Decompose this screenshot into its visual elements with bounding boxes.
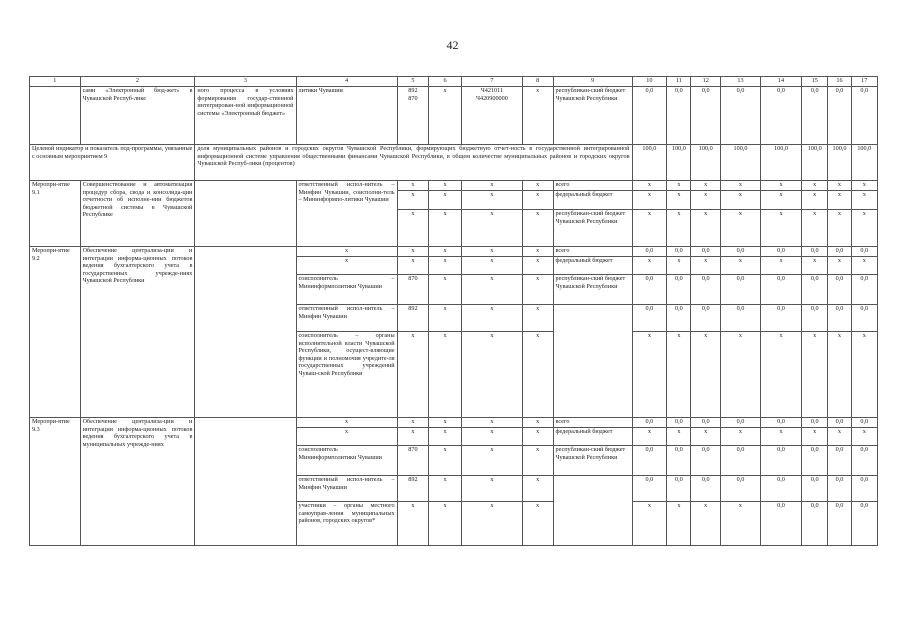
value-cell: 0,0 — [720, 418, 760, 428]
value-cell: 0,0 — [667, 305, 691, 332]
value-cell: x — [632, 428, 667, 446]
activity-id: Меропри-ятие 9.2 — [30, 247, 81, 418]
column-number: 6 — [429, 77, 462, 87]
table-row — [30, 418, 878, 428]
value-cell: x — [851, 257, 877, 275]
code-cell: x — [461, 418, 522, 428]
code-cell: x — [461, 210, 522, 247]
value-cell: 0,0 — [632, 418, 667, 428]
column-number: 2 — [80, 77, 195, 87]
value-cell: 100,0 — [828, 145, 851, 181]
code-cell: x — [461, 181, 522, 191]
code-cell: 870 — [397, 446, 429, 476]
code-cell: x — [522, 502, 553, 546]
table-row — [30, 247, 878, 257]
funding-source: республикан-ский бюджет Чувашской Республики — [553, 275, 632, 305]
funding-source: всего — [553, 247, 632, 257]
value-cell: 0,0 — [851, 247, 877, 257]
code-cell: x — [461, 247, 522, 257]
code-cell: x — [429, 275, 462, 305]
value-cell: x — [851, 181, 877, 191]
column-number: 15 — [802, 77, 828, 87]
code-cell: x — [522, 87, 553, 145]
code-cell: x — [429, 87, 462, 145]
column-number: 16 — [828, 77, 851, 87]
empty-cell — [195, 247, 296, 418]
value-cell: 0,0 — [632, 87, 667, 145]
value-cell: x — [691, 210, 720, 247]
value-cell: 0,0 — [720, 305, 760, 332]
value-cell: x — [802, 181, 828, 191]
value-cell: 0,0 — [632, 446, 667, 476]
value-cell: x — [691, 428, 720, 446]
value-cell: 0,0 — [851, 502, 877, 546]
value-cell: x — [667, 191, 691, 210]
code-cell: x — [522, 476, 553, 502]
value-cell: 0,0 — [851, 418, 877, 428]
value-cell: 0,0 — [760, 446, 801, 476]
value-cell: x — [760, 181, 801, 191]
value-cell: x — [720, 502, 760, 546]
empty-cell — [30, 87, 81, 145]
value-cell: 0,0 — [720, 247, 760, 257]
code-cell: x — [522, 446, 553, 476]
indicator-text: доля муниципальных районов и городских округов Чувашской Республики, формирующих бюджетную отчет-ность в государственной интегрированной информационной системе управления общественными финансами Чувашской Республики, в общем количестве муниципальных районов и городских округов Чувашской Респуб-лики (процентов) — [195, 145, 632, 181]
column-number: 7 — [461, 77, 522, 87]
value-cell: x — [760, 210, 801, 247]
value-cell: 0,0 — [828, 247, 851, 257]
value-cell: 0,0 — [802, 502, 828, 546]
code-cell: x — [429, 257, 462, 275]
funding-source: федеральный бюджет — [553, 191, 632, 210]
value-cell: 0,0 — [691, 305, 720, 332]
value-cell: 0,0 — [828, 275, 851, 305]
value-cell: 0,0 — [802, 87, 828, 145]
value-cell: 0,0 — [828, 305, 851, 332]
code-cell: 870 — [397, 275, 429, 305]
executor: x — [296, 418, 397, 428]
code-cell: x — [461, 446, 522, 476]
code-cell: x — [429, 502, 462, 546]
executor: соисполнитель Мининформполитики Чувашии — [296, 446, 397, 476]
code-cell: x — [522, 247, 553, 257]
code-cell: 892 870 — [397, 87, 429, 145]
task-name: ного процесса в условиях формирования государ-ственной интегрирован-ной информационной системы «Электронный бюджет» — [195, 87, 296, 145]
value-cell: 0,0 — [667, 418, 691, 428]
code-cell: x — [522, 428, 553, 446]
executor: соисполнитель – органы исполнительной власти Чувашской Республики, осущест-вляющие функции и полномочия учредите-ля государственных учреждений Чуваш-ской Республики — [296, 332, 397, 418]
value-cell: 0,0 — [828, 418, 851, 428]
value-cell: x — [828, 210, 851, 247]
value-cell: x — [828, 181, 851, 191]
activity-name: Обеспечение централиза-ции и интеграции информа-ционных потоков ведения бухгалтерского учета в государственных учрежде-ниях Чувашской Республики — [80, 247, 195, 418]
column-number: 4 — [296, 77, 397, 87]
executor: ответственный испол-нитель – Минфин Чувашии, соисполни-тель – Мининформпо-литики Чувашии — [296, 181, 397, 247]
value-cell: x — [760, 191, 801, 210]
value-cell: x — [851, 428, 877, 446]
activity-name: Обеспечение централиза-ции и интеграции информа-ционных потоков ведения бухгалтерского учета в муниципальных учрежде-ниях — [80, 418, 195, 546]
empty-cell — [195, 418, 296, 546]
funding-source — [553, 476, 632, 546]
code-cell: x — [397, 210, 429, 247]
value-cell: 0,0 — [691, 418, 720, 428]
code-cell: x — [522, 332, 553, 418]
executor: литики Чувашии — [296, 87, 397, 145]
code-cell: x — [429, 210, 462, 247]
column-number: 12 — [691, 77, 720, 87]
value-cell: 0,0 — [851, 87, 877, 145]
executor: соисполнитель – Мининформполитики Чувашии — [296, 275, 397, 305]
value-cell: x — [760, 332, 801, 418]
executor: x — [296, 247, 397, 257]
value-cell: 0,0 — [828, 446, 851, 476]
executor: ответственный испол-нитель – Минфин Чувашии — [296, 305, 397, 332]
value-cell: x — [667, 257, 691, 275]
value-cell: 0,0 — [802, 247, 828, 257]
value-cell: 100,0 — [851, 145, 877, 181]
code-cell: x — [429, 332, 462, 418]
value-cell: x — [632, 257, 667, 275]
code-cell: x — [461, 476, 522, 502]
code-cell: x — [461, 191, 522, 210]
code-cell: x — [397, 191, 429, 210]
value-cell: x — [720, 210, 760, 247]
code-cell: x — [429, 418, 462, 428]
value-cell: 0,0 — [667, 247, 691, 257]
value-cell: 0,0 — [851, 446, 877, 476]
value-cell: x — [720, 181, 760, 191]
value-cell: x — [632, 191, 667, 210]
code-cell: x — [429, 191, 462, 210]
value-cell: x — [667, 428, 691, 446]
funding-source — [553, 305, 632, 418]
code-cell: x — [522, 210, 553, 247]
column-number: 11 — [667, 77, 691, 87]
value-cell: 0,0 — [760, 247, 801, 257]
value-cell: x — [802, 191, 828, 210]
indicator-label: Целевой индикатор и показатель под-программы, увязанные с основным мероприятием 9 — [30, 145, 195, 181]
table-row — [30, 87, 878, 145]
column-number: 5 — [397, 77, 429, 87]
code-cell: x — [397, 502, 429, 546]
value-cell: 100,0 — [632, 145, 667, 181]
value-cell: x — [632, 210, 667, 247]
column-number: 8 — [522, 77, 553, 87]
page-number: 42 — [446, 38, 459, 52]
value-cell: x — [828, 191, 851, 210]
value-cell: 0,0 — [632, 476, 667, 502]
code-cell: x — [522, 257, 553, 275]
value-cell: x — [828, 257, 851, 275]
value-cell: 0,0 — [760, 305, 801, 332]
value-cell: 0,0 — [760, 275, 801, 305]
value-cell: 0,0 — [851, 305, 877, 332]
value-cell: x — [632, 332, 667, 418]
value-cell: 0,0 — [828, 502, 851, 546]
funding-source: федеральный бюджет — [553, 257, 632, 275]
code-cell: x — [429, 446, 462, 476]
code-cell: x — [461, 257, 522, 275]
value-cell: x — [802, 210, 828, 247]
code-cell: x — [429, 305, 462, 332]
value-cell: 0,0 — [667, 87, 691, 145]
code-cell: x — [461, 275, 522, 305]
activity-id: Меропри-ятие 9.1 — [30, 181, 81, 247]
value-cell: 0,0 — [632, 247, 667, 257]
value-cell: 0,0 — [720, 87, 760, 145]
value-cell: 0,0 — [632, 305, 667, 332]
value-cell: x — [667, 502, 691, 546]
value-cell: x — [828, 332, 851, 418]
value-cell: x — [691, 191, 720, 210]
value-cell: 0,0 — [828, 476, 851, 502]
value-cell: x — [802, 428, 828, 446]
code-cell: 892 — [397, 476, 429, 502]
executor: x — [296, 428, 397, 446]
activity-name: Совершенствование и автоматизация процедур сбора, свода и консолида-ции отчетности об исполне-нии бюджетов бюджетной системы в Чувашской Республике — [80, 181, 195, 247]
value-cell: 0,0 — [720, 476, 760, 502]
column-number: 9 — [553, 77, 632, 87]
table-row — [30, 77, 878, 87]
value-cell: x — [851, 210, 877, 247]
value-cell: 0,0 — [802, 305, 828, 332]
code-cell: x — [522, 275, 553, 305]
value-cell: 0,0 — [667, 275, 691, 305]
value-cell: 0,0 — [802, 476, 828, 502]
column-number: 3 — [195, 77, 296, 87]
value-cell: x — [632, 181, 667, 191]
code-cell: x — [397, 428, 429, 446]
value-cell: x — [851, 191, 877, 210]
executor: x — [296, 257, 397, 275]
value-cell: x — [691, 502, 720, 546]
code-cell: x — [429, 181, 462, 191]
table-row — [30, 181, 878, 191]
column-number: 17 — [851, 77, 877, 87]
value-cell: 0,0 — [802, 446, 828, 476]
value-cell: x — [760, 428, 801, 446]
code-cell: x — [522, 181, 553, 191]
value-cell: x — [632, 502, 667, 546]
code-cell: x — [429, 476, 462, 502]
funding-source: республикан-ский бюджет Чувашской Республики — [553, 210, 632, 247]
value-cell: 0,0 — [760, 476, 801, 502]
value-cell: 0,0 — [760, 87, 801, 145]
code-cell: 892 — [397, 305, 429, 332]
value-cell: 0,0 — [667, 446, 691, 476]
code-cell: x — [429, 428, 462, 446]
value-cell: 0,0 — [802, 418, 828, 428]
value-cell: 100,0 — [720, 145, 760, 181]
funding-source: республикан-ский бюджет Чувашской Республики — [553, 446, 632, 476]
value-cell: 0,0 — [760, 502, 801, 546]
program-table — [29, 76, 878, 546]
code-cell: x — [397, 332, 429, 418]
value-cell: 0,0 — [691, 275, 720, 305]
value-cell: 0,0 — [691, 87, 720, 145]
value-cell: 0,0 — [851, 275, 877, 305]
value-cell: 0,0 — [691, 247, 720, 257]
value-cell: 0,0 — [720, 275, 760, 305]
value-cell: x — [667, 181, 691, 191]
funding-source: республикан-ский бюджет Чувашской Республики — [553, 87, 632, 145]
activity-id: Меропри-ятие 9.3 — [30, 418, 81, 546]
value-cell: 0,0 — [632, 275, 667, 305]
code-cell: x — [397, 181, 429, 191]
value-cell: x — [828, 428, 851, 446]
code-cell: x — [461, 502, 522, 546]
code-cell: x — [429, 247, 462, 257]
code-cell: x — [522, 418, 553, 428]
value-cell: x — [691, 181, 720, 191]
value-cell: 100,0 — [760, 145, 801, 181]
empty-cell — [195, 181, 296, 247]
value-cell: 0,0 — [802, 275, 828, 305]
value-cell: x — [667, 332, 691, 418]
value-cell: x — [720, 191, 760, 210]
value-cell: x — [760, 257, 801, 275]
value-cell: 0,0 — [760, 418, 801, 428]
code-cell: x — [397, 418, 429, 428]
funding-source: всего — [553, 181, 632, 191]
value-cell: 0,0 — [691, 446, 720, 476]
value-cell: 0,0 — [828, 87, 851, 145]
code-cell: x — [461, 305, 522, 332]
value-cell: 0,0 — [720, 446, 760, 476]
code-cell: Ч421011 Ч420900000 — [461, 87, 522, 145]
value-cell: 0,0 — [691, 476, 720, 502]
code-cell: x — [397, 247, 429, 257]
event-name: сами «Электронный бюд-жет» в Чувашской Респуб-лике — [80, 87, 195, 145]
column-number: 1 — [30, 77, 81, 87]
value-cell: x — [851, 332, 877, 418]
column-number: 14 — [760, 77, 801, 87]
value-cell: x — [720, 332, 760, 418]
column-number: 13 — [720, 77, 760, 87]
funding-source: всего — [553, 418, 632, 428]
executor: участники – органы местного самоуправ-ления муниципальных районов, городских округов* — [296, 502, 397, 546]
value-cell: 100,0 — [667, 145, 691, 181]
code-cell: x — [461, 332, 522, 418]
value-cell: x — [667, 210, 691, 247]
value-cell: x — [691, 332, 720, 418]
value-cell: x — [691, 257, 720, 275]
value-cell: 100,0 — [691, 145, 720, 181]
value-cell: x — [720, 257, 760, 275]
code-cell: x — [522, 305, 553, 332]
code-cell: x — [522, 191, 553, 210]
value-cell: x — [720, 428, 760, 446]
executor: ответственный испол-нитель – Минфин Чувашии — [296, 476, 397, 502]
value-cell: x — [802, 332, 828, 418]
value-cell: 0,0 — [851, 476, 877, 502]
value-cell: x — [802, 257, 828, 275]
funding-source: федеральный бюджет — [553, 428, 632, 446]
value-cell: 100,0 — [802, 145, 828, 181]
code-cell: x — [461, 428, 522, 446]
value-cell: 0,0 — [667, 476, 691, 502]
code-cell: x — [397, 257, 429, 275]
column-number: 10 — [632, 77, 667, 87]
table-row — [30, 145, 878, 181]
